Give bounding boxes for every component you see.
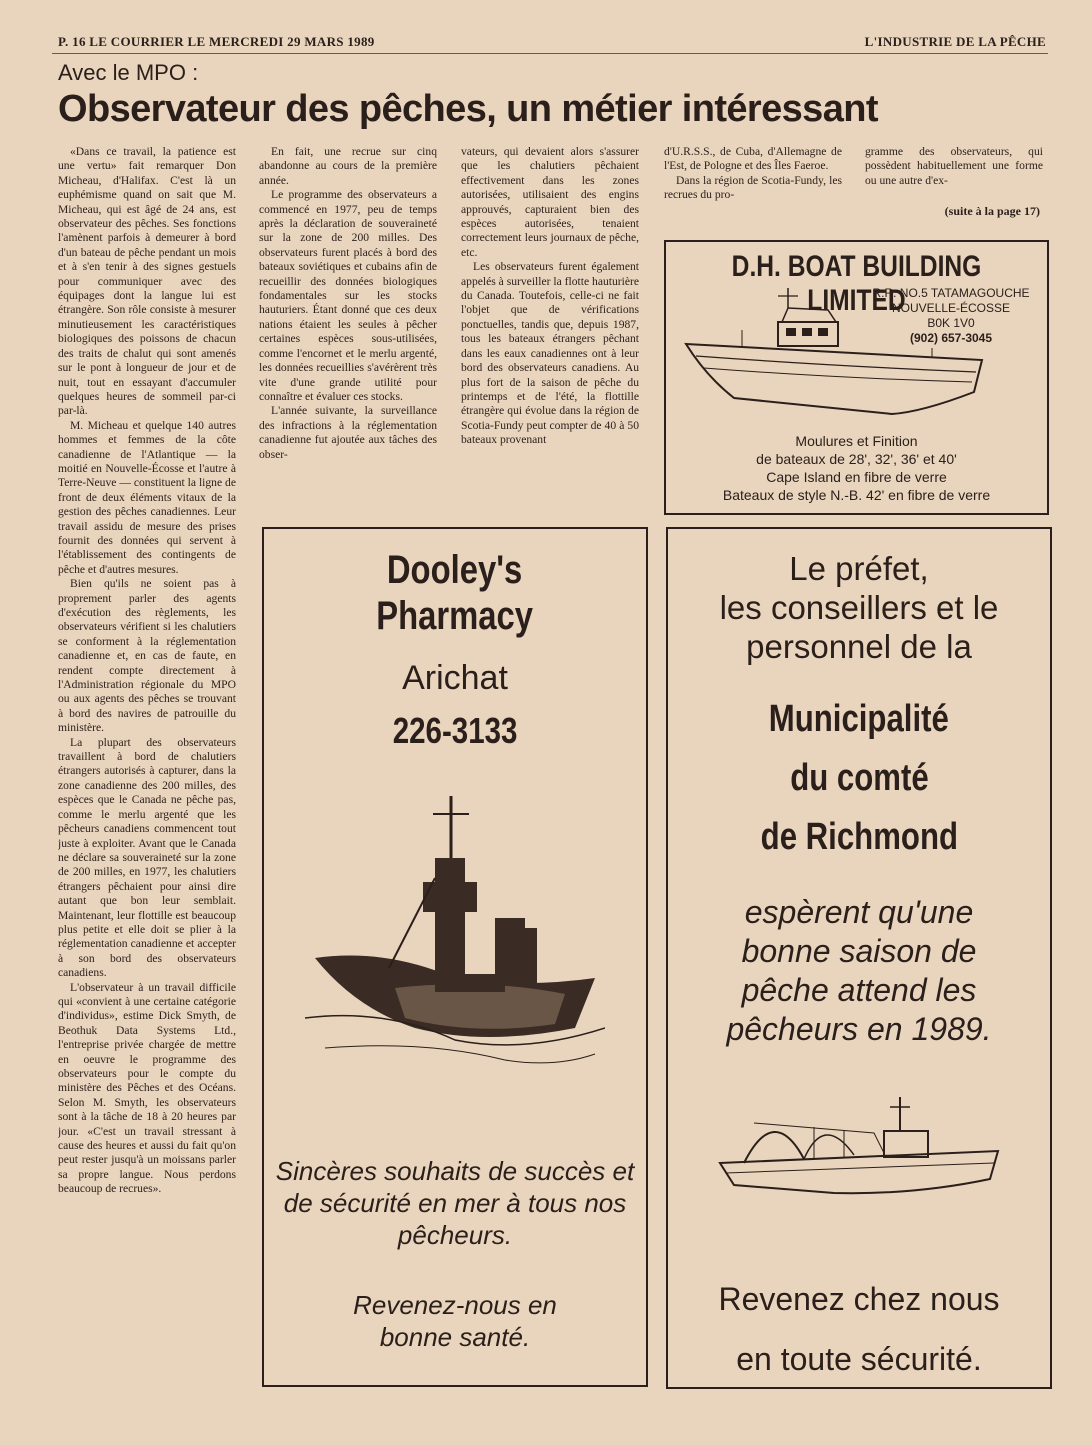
paragraph: Dans la région de Scotia-Fundy, les recrues du pro-: [664, 173, 842, 202]
ad-dh-boat-building: [664, 240, 1049, 515]
paragraph: «Dans ce travail, la patience est une vertu» fait remarquer Don Micheau, d'Halifax. C'est là un euphémisme quand on sait que M. Micheau, qui est âgé de 24 ans, est observateur des pêches. Ses fonctions l'amènent parfois à demeurer à bord d'un bateau de pêche pendant un mois et à s'en tenir à des signes gestuels pour communiquer avec des équipages dont la langue lui est étrangère. Son rôle consiste à mesurer minutieusement les caractéristiques biologiques des poissons de chacun des traits de chalut qui sont amenés sur le pont à longueur de jour et de nuit, tout en essayant d'accumuler quelques heures de sommeil par-ci par-là.: [58, 145, 236, 418]
paragraph: Les observateurs furent également appelés à surveiller la flotte hauturière du Canada. Toutefois, celle-ci ne fait l'objet que de vérifications ponctuelles, tandis que, depuis 1987, tous les bateaux étrangers pêchant dans les eaux canadiennes ont à leur bord des observateurs canadiens. Au plus fort de la saison de pêche du printemps et de l'été, la flottille étrangère qui évolue dans la région de Scotia-Fundy peut compter de 40 à 50 bateaux provenant: [461, 260, 639, 447]
article-column-3: [461, 145, 639, 510]
article-column-1: [58, 145, 236, 1393]
paragraph: gramme des observateurs, qui possèdent habituellement une forme ou une autre d'ex-: [865, 145, 1043, 187]
paragraph: d'U.R.S.S., de Cuba, d'Allemagne de l'Est, de Pologne et des Îles Faeroe.: [664, 145, 842, 173]
page-header-right: L'INDUSTRIE DE LA PÊCHE: [864, 34, 1046, 49]
article-kicker: Avec le MPO :: [58, 60, 199, 85]
header-rule: [52, 53, 1048, 54]
article-column-2: [259, 145, 437, 510]
ad-richmond-intro: Le préfet, les conseillers et le personnel de la: [719, 550, 999, 665]
trawler-illustration: [305, 778, 605, 1078]
ad-dh-description: Moulures et Finition de bateaux de 28', 32', 36' et 40' Cape Island en fibre de verre Bateaux de style N.-B. 42' en fibre de verre: [722, 433, 991, 503]
ad-dh-address: R.R. NO.5 TATAMAGOUCHE NOUVELLE-ÉCOSSE B0K 1V0 (902) 657-3045: [872, 286, 1030, 345]
paragraph: La plupart des observateurs travaillent à bord de chalutiers étrangers autorisés à capturer, dans la zone canadienne des 200 milles, des espèces que le Canada ne pêche pas, comme le merlu argenté que les pêcheurs canadiens commencent tout juste à exploiter. Avant que le Canada ne déclare sa souveraineté sur la zone de 200 milles, en 1977, les chalutiers étrangers pêchaient pour ainsi dire autant que bon leur semblait. Maintenant, leur flottille est beaucoup plus petite et elle doit se plier à la réglementation canadienne et accepter à son bord des observateurs canadiens.: [58, 735, 236, 980]
ad-dooleys-pharmacy: [262, 527, 648, 1387]
fishing-boat-illustration: [714, 1093, 1004, 1203]
ad-richmond-closing: Revenez chez nous en toute sécurité.: [718, 1281, 1000, 1377]
paragraph: L'observateur à un travail difficile qui «convient à une certaine catégorie d'individus», estime Dick Smyth, de Beothuk Data Systems Ltd., l'entreprise privée chargée de mettre en oeuvre le programme des observateurs pour le compte du ministère des Pêches et des Océans. Selon M. Smyth, les observateurs sont à la tâche de 18 à 20 heures par jour. «C'est un travail stressant à cause des heures et aussi du fait qu'on peut rester jusqu'à un moissans parler sa propre langue. Nous perdons beaucoup de recrues».: [58, 980, 236, 1196]
paragraph: M. Micheau et quelque 140 autres hommes et femmes de la côte canadienne de l'Atlantique — la moitié en Nouvelle-Écosse et l'autre à Terre-Neuve — constituent la ligne de front de deux éléments vitaux de la gestion des pêches canadiennes. Leur travail assidu de mesure des prises fournit des données qui servent à l'établissement des contingents de pêche et d'autres mesures.: [58, 418, 236, 576]
paragraph: L'année suivante, la surveillance des infractions à la réglementation canadienne fut ajoutée aux tâches des obser-: [259, 404, 437, 461]
page-header-left: P. 16 LE COURRIER LE MERCREDI 29 MARS 1989: [58, 34, 375, 49]
ad-dooley-phone: 226-3133: [392, 710, 518, 751]
ad-dooley-town: Arichat: [402, 659, 508, 697]
ad-dooley-name: Pharmacy: [376, 594, 534, 638]
ad-dooley-name: Dooley's: [387, 548, 523, 592]
ad-richmond-wish: espèrent qu'une bonne saison de pêche attend les pêcheurs en 1989.: [726, 894, 992, 1047]
paragraph: En fait, une recrue sur cinq abandonne au cours de la première année.: [259, 145, 437, 187]
ad-richmond-municipality: Municipalité du comté de Richmond: [760, 698, 958, 858]
article-headline: Observateur des pêches, un métier intéressant: [58, 88, 878, 130]
boat-illustration: [682, 286, 988, 421]
paragraph: Bien qu'ils ne soient pas à proprement parler des agents d'exécution des règlements, les observateurs vérifient si les chalutiers se conforment à la réglementation canadienne et, en cas de faute, en rendent compte directement à l'Administration régionale du MPO ou aux agents des pêches se trouvant à bord des navires de patrouille du ministère.: [58, 577, 236, 735]
ad-dooley-wish: Sincères souhaits de succès et de sécurité en mer à tous nos pêcheurs.: [275, 1156, 635, 1250]
paragraph: vateurs, qui devaient alors s'assurer que les chalutiers pêchaient effectivement dans les zones autorisées, utilisaient des engins approuvés, capturaient bien des espèces autorisées, tenaient correctement leurs journaux de pêche, etc.: [461, 145, 639, 259]
ad-dh-name: D.H. BOAT BUILDING LIMITED: [731, 250, 982, 317]
ad-municipalite-richmond: [666, 527, 1052, 1389]
continued-note: (suite à la page 17): [944, 204, 1040, 218]
article-column-4: [664, 145, 842, 215]
paragraph: Le programme des observateurs a commencé en 1977, peu de temps après la déclaration de souveraineté sur la zone de 200 milles. Des observateurs furent placés à bord des bateaux soviétiques et cubains afin de recueillir des données biologiques fondamentales sur les stocks hauturiers. Étant donné que ces deux nations étaient les seules à pêcher certaines espèces sous-utilisées, comme l'encornet et le merlu argenté, les données recueillies s'avérèrent très vite d'une grande utilité pour connaître et évaluer ces stocks.: [259, 188, 437, 403]
ad-dooley-closing: Revenez-nous en bonne santé.: [353, 1290, 557, 1352]
